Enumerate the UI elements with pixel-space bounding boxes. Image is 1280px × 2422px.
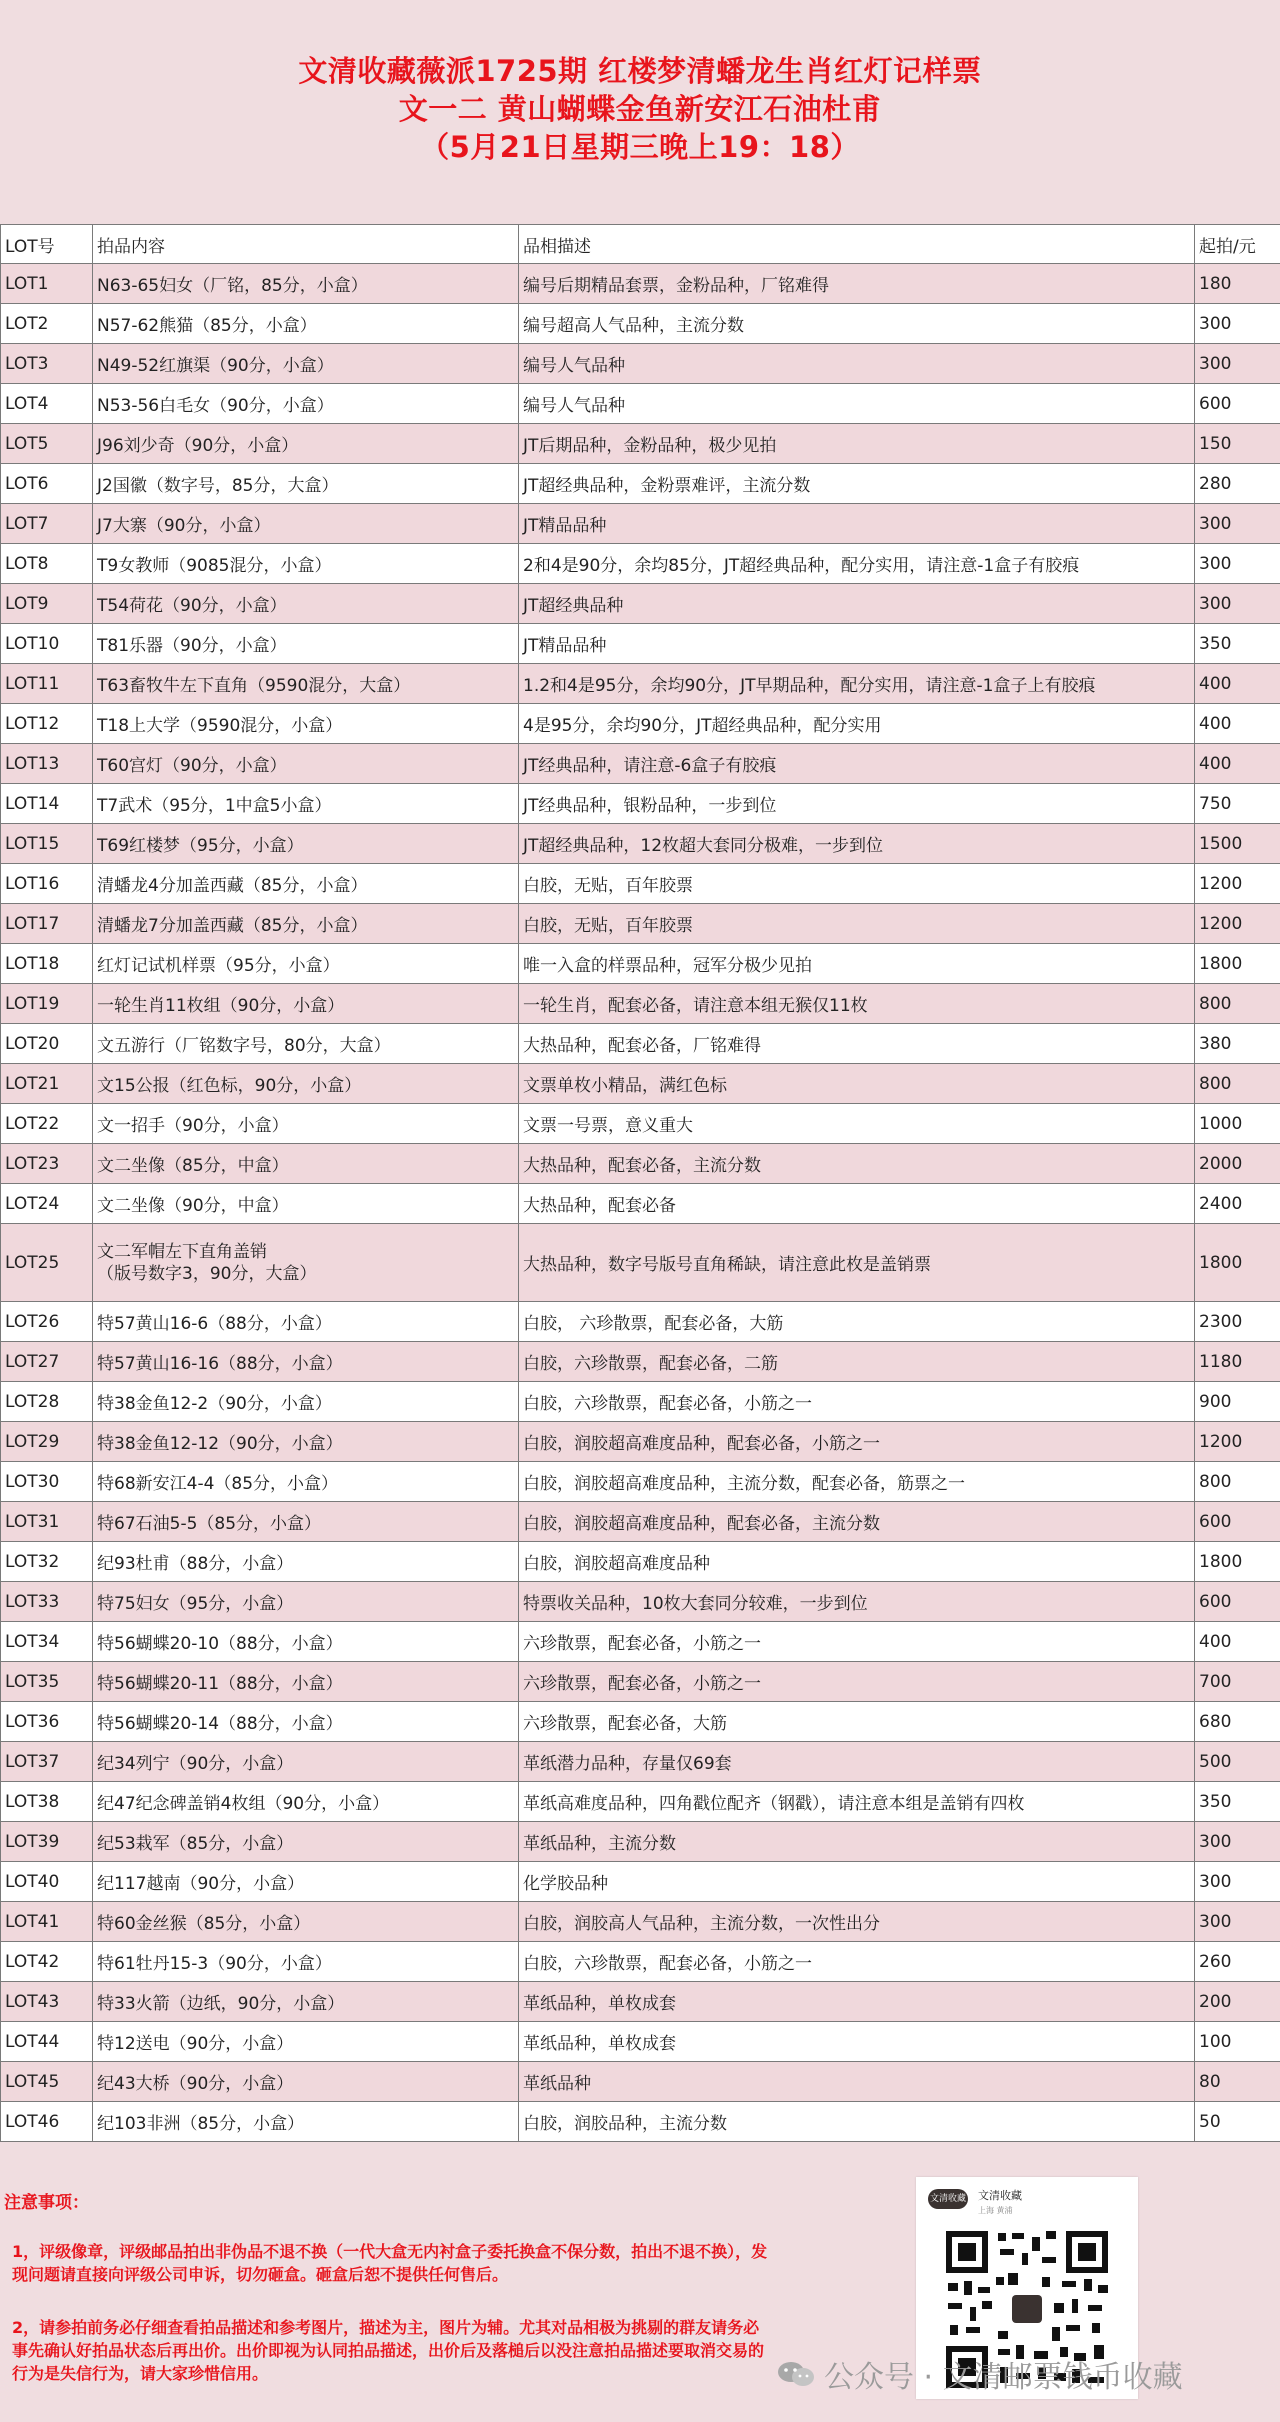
cell-lot-number: LOT30 xyxy=(1,1462,93,1502)
cell-item-content: 特57黄山16-6（88分，小盒） xyxy=(93,1302,519,1342)
cell-lot-number: LOT42 xyxy=(1,1942,93,1982)
cell-lot-number: LOT25 xyxy=(1,1224,93,1302)
cell-item-content: 文二军帽左下直角盖销 （版号数字3，90分，大盒） xyxy=(93,1224,519,1302)
table-row xyxy=(1,1822,1280,1862)
cell-item-content: 特38金鱼12-12（90分，小盒） xyxy=(93,1422,519,1462)
cell-start-price: 400 xyxy=(1195,704,1280,744)
cell-condition-description: 白胶，润胶超高难度品种，配套必备，小筋之一 xyxy=(519,1422,1195,1462)
table-row xyxy=(1,1502,1280,1542)
cell-item-content: 文一招手（90分，小盒） xyxy=(93,1104,519,1144)
cell-lot-number: LOT38 xyxy=(1,1782,93,1822)
cell-start-price: 300 xyxy=(1195,304,1280,344)
cell-start-price: 600 xyxy=(1195,384,1280,424)
cell-lot-number: LOT34 xyxy=(1,1622,93,1662)
cell-start-price: 2000 xyxy=(1195,1144,1280,1184)
cell-condition-description: 大热品种，数字号版号直角稀缺，请注意此枚是盖销票 xyxy=(519,1224,1195,1302)
cell-lot-number: LOT17 xyxy=(1,904,93,944)
cell-item-content: T18上大学（9590混分，小盒） xyxy=(93,704,519,744)
table-row xyxy=(1,664,1280,704)
cell-condition-description: JT经典品种，银粉品种，一步到位 xyxy=(519,784,1195,824)
cell-start-price: 400 xyxy=(1195,1622,1280,1662)
cell-item-content: N53-56白毛女（90分，小盒） xyxy=(93,384,519,424)
cell-lot-number: LOT40 xyxy=(1,1862,93,1902)
cell-condition-description: 编号超高人气品种，主流分数 xyxy=(519,304,1195,344)
cell-lot-number: LOT16 xyxy=(1,864,93,904)
cell-lot-number: LOT20 xyxy=(1,1024,93,1064)
cell-item-content: J7大寨（90分，小盒） xyxy=(93,504,519,544)
cell-condition-description: 白胶，六珍散票，配套必备，小筋之一 xyxy=(519,1382,1195,1422)
cell-lot-number: LOT9 xyxy=(1,584,93,624)
cell-condition-description: 白胶，润胶高人气品种，主流分数，一次性出分 xyxy=(519,1902,1195,1942)
cell-condition-description: 六珍散票，配套必备，小筋之一 xyxy=(519,1662,1195,1702)
cell-start-price: 350 xyxy=(1195,1782,1280,1822)
cell-lot-number: LOT33 xyxy=(1,1582,93,1622)
cell-lot-number: LOT5 xyxy=(1,424,93,464)
cell-start-price: 1180 xyxy=(1195,1342,1280,1382)
table-row xyxy=(1,1622,1280,1662)
cell-lot-number: LOT24 xyxy=(1,1184,93,1224)
cell-item-content: 纪117越南（90分，小盒） xyxy=(93,1862,519,1902)
table-row xyxy=(1,1782,1280,1822)
cell-item-content: T60宫灯（90分，小盒） xyxy=(93,744,519,784)
cell-start-price: 600 xyxy=(1195,1502,1280,1542)
cell-lot-number: LOT3 xyxy=(1,344,93,384)
table-row xyxy=(1,1184,1280,1224)
cell-lot-number: LOT12 xyxy=(1,704,93,744)
table-row xyxy=(1,1104,1280,1144)
cell-condition-description: 白胶，润胶超高难度品种，主流分数，配套必备，筋票之一 xyxy=(519,1462,1195,1502)
cell-item-content: 特38金鱼12-2（90分，小盒） xyxy=(93,1382,519,1422)
cell-lot-number: LOT39 xyxy=(1,1822,93,1862)
cell-lot-number: LOT18 xyxy=(1,944,93,984)
cell-lot-number: LOT2 xyxy=(1,304,93,344)
table-row xyxy=(1,1462,1280,1502)
note-item-1: 1，评级像章，评级邮品拍出非伪品不退不换（一代大盒无内衬盒子委托换盒不保分数，拍出不退不换），发现问题请直接向评级公司申诉，切勿砸盒。砸盒后恕不提供任何售后。 xyxy=(12,2242,768,2284)
cell-lot-number: LOT15 xyxy=(1,824,93,864)
table-row xyxy=(1,984,1280,1024)
cell-start-price: 150 xyxy=(1195,424,1280,464)
wechat-icon xyxy=(776,2359,816,2389)
cell-condition-description: 白胶，六珍散票，配套必备，小筋之一 xyxy=(519,1942,1195,1982)
table-row xyxy=(1,2022,1280,2062)
cell-condition-description: 革纸品种 xyxy=(519,2062,1195,2102)
cell-lot-number: LOT37 xyxy=(1,1742,93,1782)
cell-start-price: 400 xyxy=(1195,744,1280,784)
table-row xyxy=(1,1702,1280,1742)
cell-item-content: N57-62熊猫（85分，小盒） xyxy=(93,304,519,344)
cell-condition-description: 革纸品种，单枚成套 xyxy=(519,1982,1195,2022)
table-row xyxy=(1,1144,1280,1184)
cell-condition-description: JT精品品种 xyxy=(519,504,1195,544)
cell-item-content: 清蟠龙7分加盖西藏（85分，小盒） xyxy=(93,904,519,944)
cell-start-price: 100 xyxy=(1195,2022,1280,2062)
cell-start-price: 380 xyxy=(1195,1024,1280,1064)
cell-condition-description: JT后期品种，金粉品种，极少见拍 xyxy=(519,424,1195,464)
cell-item-content: 清蟠龙4分加盖西藏（85分，小盒） xyxy=(93,864,519,904)
cell-condition-description: 1.2和4是95分，余均90分，JT早期品种，配分实用，请注意-1盒子上有胶痕 xyxy=(519,664,1195,704)
cell-start-price: 300 xyxy=(1195,344,1280,384)
cell-start-price: 750 xyxy=(1195,784,1280,824)
table-row xyxy=(1,544,1280,584)
cell-lot-number: LOT28 xyxy=(1,1382,93,1422)
table-row xyxy=(1,1024,1280,1064)
wechat-watermark xyxy=(776,2352,1183,2396)
cell-start-price: 1500 xyxy=(1195,824,1280,864)
table-row xyxy=(1,1862,1280,1902)
column-header-start-price: 起拍/元 xyxy=(1195,225,1280,264)
cell-start-price: 300 xyxy=(1195,544,1280,584)
table-row xyxy=(1,1342,1280,1382)
table-row xyxy=(1,2102,1280,2142)
cell-lot-number: LOT32 xyxy=(1,1542,93,1582)
cell-start-price: 180 xyxy=(1195,264,1280,304)
cell-lot-number: LOT41 xyxy=(1,1902,93,1942)
cell-item-content: 纪53栽军（85分，小盒） xyxy=(93,1822,519,1862)
cell-item-content: T9女教师（9085混分，小盒） xyxy=(93,544,519,584)
cell-lot-number: LOT26 xyxy=(1,1302,93,1342)
table-row xyxy=(1,1942,1280,1982)
title-line-1: 文清收藏薇派1725期 红楼梦清蟠龙生肖红灯记样票 xyxy=(298,54,982,88)
table-row xyxy=(1,1902,1280,1942)
cell-lot-number: LOT21 xyxy=(1,1064,93,1104)
cell-lot-number: LOT44 xyxy=(1,2022,93,2062)
cell-item-content: 特75妇女（95分，小盒） xyxy=(93,1582,519,1622)
cell-lot-number: LOT27 xyxy=(1,1342,93,1382)
cell-start-price: 1200 xyxy=(1195,864,1280,904)
cell-start-price: 1800 xyxy=(1195,944,1280,984)
table-row xyxy=(1,464,1280,504)
table-row xyxy=(1,784,1280,824)
cell-start-price: 280 xyxy=(1195,464,1280,504)
cell-condition-description: 革纸品种，主流分数 xyxy=(519,1822,1195,1862)
table-row xyxy=(1,1542,1280,1582)
cell-condition-description: 化学胶品种 xyxy=(519,1862,1195,1902)
table-row xyxy=(1,1224,1280,1302)
cell-start-price: 600 xyxy=(1195,1582,1280,1622)
cell-item-content: 一轮生肖11枚组（90分，小盒） xyxy=(93,984,519,1024)
cell-item-content: 文二坐像（90分，中盒） xyxy=(93,1184,519,1224)
cell-lot-number: LOT1 xyxy=(1,264,93,304)
cell-item-content: 特60金丝猴（85分，小盒） xyxy=(93,1902,519,1942)
table-row xyxy=(1,424,1280,464)
cell-start-price: 2400 xyxy=(1195,1184,1280,1224)
cell-condition-description: 白胶，六珍散票，配套必备，二筋 xyxy=(519,1342,1195,1382)
cell-condition-description: JT超经典品种 xyxy=(519,584,1195,624)
cell-lot-number: LOT46 xyxy=(1,2102,93,2142)
cell-item-content: T81乐器（90分，小盒） xyxy=(93,624,519,664)
cell-item-content: 特33火箭（边纸，90分，小盒） xyxy=(93,1982,519,2022)
cell-start-price: 300 xyxy=(1195,1902,1280,1942)
cell-item-content: N63-65妇女（厂铭，85分，小盒） xyxy=(93,264,519,304)
cell-item-content: 特57黄山16-16（88分，小盒） xyxy=(93,1342,519,1382)
table-row xyxy=(1,1742,1280,1782)
table-row xyxy=(1,824,1280,864)
cell-start-price: 200 xyxy=(1195,1982,1280,2022)
cell-item-content: J2国徽（数字号，85分，大盒） xyxy=(93,464,519,504)
cell-lot-number: LOT19 xyxy=(1,984,93,1024)
cell-start-price: 800 xyxy=(1195,1462,1280,1502)
cell-item-content: 文15公报（红色标，90分，小盒） xyxy=(93,1064,519,1104)
cell-start-price: 1000 xyxy=(1195,1104,1280,1144)
cell-item-content: 特67石油5-5（85分，小盒） xyxy=(93,1502,519,1542)
cell-lot-number: LOT31 xyxy=(1,1502,93,1542)
cell-start-price: 1200 xyxy=(1195,904,1280,944)
cell-condition-description: 六珍散票，配套必备，小筋之一 xyxy=(519,1622,1195,1662)
cell-item-content: 纪43大桥（90分，小盒） xyxy=(93,2062,519,2102)
cell-start-price: 50 xyxy=(1195,2102,1280,2142)
cell-condition-description: 编号人气品种 xyxy=(519,384,1195,424)
cell-condition-description: 特票收关品种，10枚大套同分较难，一步到位 xyxy=(519,1582,1195,1622)
cell-start-price: 80 xyxy=(1195,2062,1280,2102)
cell-start-price: 300 xyxy=(1195,584,1280,624)
cell-condition-description: 革纸潜力品种，存量仅69套 xyxy=(519,1742,1195,1782)
cell-start-price: 1200 xyxy=(1195,1422,1280,1462)
notes-title: 注意事项： xyxy=(4,2193,89,2213)
table-body xyxy=(1,264,1280,2142)
column-header-lot: LOT号 xyxy=(1,225,93,264)
cell-item-content: 纪47纪念碑盖销4枚组（90分，小盒） xyxy=(93,1782,519,1822)
cell-lot-number: LOT6 xyxy=(1,464,93,504)
account-name: 文清收藏 xyxy=(978,2189,1022,2202)
cell-item-content: 纪93杜甫（88分，小盒） xyxy=(93,1542,519,1582)
note-item-2: 2，请参拍前务必仔细查看拍品描述和参考图片，描述为主，图片为辅。尤其对品相极为挑剔的群友请务必事先确认好拍品状态后再出价。出价即视为认同拍品描述，出价后及落槌后以没注意拍品描述要取消交易的行为是失信行为，请大家珍惜信用。 xyxy=(12,2318,765,2383)
cell-item-content: T54荷花（90分，小盒） xyxy=(93,584,519,624)
table-row xyxy=(1,1662,1280,1702)
cell-lot-number: LOT14 xyxy=(1,784,93,824)
cell-start-price: 300 xyxy=(1195,504,1280,544)
title-line-2: 文一二 黄山蝴蝶金鱼新安江石油杜甫 xyxy=(398,92,882,126)
table-row xyxy=(1,504,1280,544)
cell-item-content: J96刘少奇（90分，小盒） xyxy=(93,424,519,464)
cell-start-price: 350 xyxy=(1195,624,1280,664)
cell-lot-number: LOT11 xyxy=(1,664,93,704)
table-header-row xyxy=(1,225,1280,264)
account-location: 上海 黄浦 xyxy=(978,2206,1013,2215)
cell-condition-description: JT经典品种，请注意-6盒子有胶痕 xyxy=(519,744,1195,784)
cell-condition-description: 六珍散票，配套必备，大筋 xyxy=(519,1702,1195,1742)
cell-item-content: T69红楼梦（95分，小盒） xyxy=(93,824,519,864)
cell-item-content: 特56蝴蝶20-10（88分，小盒） xyxy=(93,1622,519,1662)
cell-lot-number: LOT10 xyxy=(1,624,93,664)
cell-start-price: 1800 xyxy=(1195,1224,1280,1302)
cell-lot-number: LOT8 xyxy=(1,544,93,584)
cell-lot-number: LOT7 xyxy=(1,504,93,544)
cell-condition-description: 革纸品种，单枚成套 xyxy=(519,2022,1195,2062)
auction-lot-table xyxy=(0,224,1280,2142)
cell-start-price: 680 xyxy=(1195,1702,1280,1742)
cell-condition-description: 白胶，无贴，百年胶票 xyxy=(519,864,1195,904)
cell-lot-number: LOT35 xyxy=(1,1662,93,1702)
watermark-text: 公众号 · 文清邮票钱币收藏 xyxy=(824,2360,1183,2395)
cell-lot-number: LOT45 xyxy=(1,2062,93,2102)
table-row xyxy=(1,264,1280,304)
cell-condition-description: 唯一入盒的样票品种，冠军分极少见拍 xyxy=(519,944,1195,984)
table-row xyxy=(1,704,1280,744)
title-line-3: （5月21日星期三晚上19：18） xyxy=(420,130,860,164)
cell-condition-description: 文票单枚小精品，满红色标 xyxy=(519,1064,1195,1104)
cell-start-price: 300 xyxy=(1195,1862,1280,1902)
cell-item-content: 特12送电（90分，小盒） xyxy=(93,2022,519,2062)
cell-item-content: 特68新安江4-4（85分，小盒） xyxy=(93,1462,519,1502)
cell-item-content: 特56蝴蝶20-11（88分，小盒） xyxy=(93,1662,519,1702)
cell-start-price: 400 xyxy=(1195,664,1280,704)
table-row xyxy=(1,1064,1280,1104)
table-row xyxy=(1,1302,1280,1342)
cell-lot-number: LOT13 xyxy=(1,744,93,784)
table-row xyxy=(1,1582,1280,1622)
table-row xyxy=(1,1422,1280,1462)
cell-condition-description: 2和4是90分，余均85分，JT超经典品种，配分实用，请注意-1盒子有胶痕 xyxy=(519,544,1195,584)
cell-lot-number: LOT23 xyxy=(1,1144,93,1184)
cell-lot-number: LOT22 xyxy=(1,1104,93,1144)
table-row xyxy=(1,304,1280,344)
cell-start-price: 900 xyxy=(1195,1382,1280,1422)
cell-lot-number: LOT29 xyxy=(1,1422,93,1462)
cell-start-price: 500 xyxy=(1195,1742,1280,1782)
cell-condition-description: 大热品种，配套必备，厂铭难得 xyxy=(519,1024,1195,1064)
cell-condition-description: 4是95分，余均90分，JT超经典品种，配分实用 xyxy=(519,704,1195,744)
cell-condition-description: 大热品种，配套必备，主流分数 xyxy=(519,1144,1195,1184)
column-header-item: 拍品内容 xyxy=(93,225,519,264)
table-row xyxy=(1,344,1280,384)
table-row xyxy=(1,584,1280,624)
cell-condition-description: 革纸高难度品种，四角戳位配齐（钢戳），请注意本组是盖销有四枚 xyxy=(519,1782,1195,1822)
cell-start-price: 1800 xyxy=(1195,1542,1280,1582)
cell-item-content: 纪34列宁（90分，小盒） xyxy=(93,1742,519,1782)
table-row xyxy=(1,2062,1280,2102)
cell-condition-description: 白胶，润胶超高难度品种，配套必备，主流分数 xyxy=(519,1502,1195,1542)
table-row xyxy=(1,624,1280,664)
table-row xyxy=(1,384,1280,424)
cell-condition-description: 白胶，润胶品种，主流分数 xyxy=(519,2102,1195,2142)
cell-item-content: T63畜牧牛左下直角（9590混分，大盒） xyxy=(93,664,519,704)
cell-condition-description: 编号后期精品套票，金粉品种，厂铭难得 xyxy=(519,264,1195,304)
table-row xyxy=(1,1382,1280,1422)
cell-start-price: 800 xyxy=(1195,984,1280,1024)
cell-condition-description: JT超经典品种，12枚超大套同分极难，一步到位 xyxy=(519,824,1195,864)
cell-lot-number: LOT36 xyxy=(1,1702,93,1742)
cell-condition-description: 一轮生肖，配套必备，请注意本组无猴仅11枚 xyxy=(519,984,1195,1024)
cell-item-content: 特56蝴蝶20-14（88分，小盒） xyxy=(93,1702,519,1742)
cell-condition-description: 文票一号票，意义重大 xyxy=(519,1104,1195,1144)
cell-item-content: 文五游行（厂铭数字号，80分，大盒） xyxy=(93,1024,519,1064)
cell-start-price: 300 xyxy=(1195,1822,1280,1862)
table-row xyxy=(1,904,1280,944)
cell-item-content: N49-52红旗渠（90分，小盒） xyxy=(93,344,519,384)
table-row xyxy=(1,1982,1280,2022)
account-logo: 文清收藏 xyxy=(928,2189,968,2209)
table-row xyxy=(1,744,1280,784)
cell-item-content: 文二坐像（85分，中盒） xyxy=(93,1144,519,1184)
cell-condition-description: 白胶， 六珍散票，配套必备，大筋 xyxy=(519,1302,1195,1342)
page-header xyxy=(0,0,1280,224)
table-row xyxy=(1,864,1280,904)
cell-condition-description: JT超经典品种，金粉票难评，主流分数 xyxy=(519,464,1195,504)
cell-start-price: 260 xyxy=(1195,1942,1280,1982)
cell-lot-number: LOT43 xyxy=(1,1982,93,2022)
cell-start-price: 800 xyxy=(1195,1064,1280,1104)
column-header-condition: 品相描述 xyxy=(519,225,1195,264)
cell-condition-description: 编号人气品种 xyxy=(519,344,1195,384)
cell-item-content: 特61牡丹15-3（90分，小盒） xyxy=(93,1942,519,1982)
cell-item-content: 纪103非洲（85分，小盒） xyxy=(93,2102,519,2142)
cell-condition-description: 白胶，润胶超高难度品种 xyxy=(519,1542,1195,1582)
cell-lot-number: LOT4 xyxy=(1,384,93,424)
cell-start-price: 2300 xyxy=(1195,1302,1280,1342)
cell-condition-description: 白胶，无贴，百年胶票 xyxy=(519,904,1195,944)
cell-condition-description: JT精品品种 xyxy=(519,624,1195,664)
cell-item-content: 红灯记试机样票（95分，小盒） xyxy=(93,944,519,984)
cell-condition-description: 大热品种，配套必备 xyxy=(519,1184,1195,1224)
cell-start-price: 700 xyxy=(1195,1662,1280,1702)
cell-item-content: T7武术（95分，1中盒5小盒） xyxy=(93,784,519,824)
table-row xyxy=(1,944,1280,984)
